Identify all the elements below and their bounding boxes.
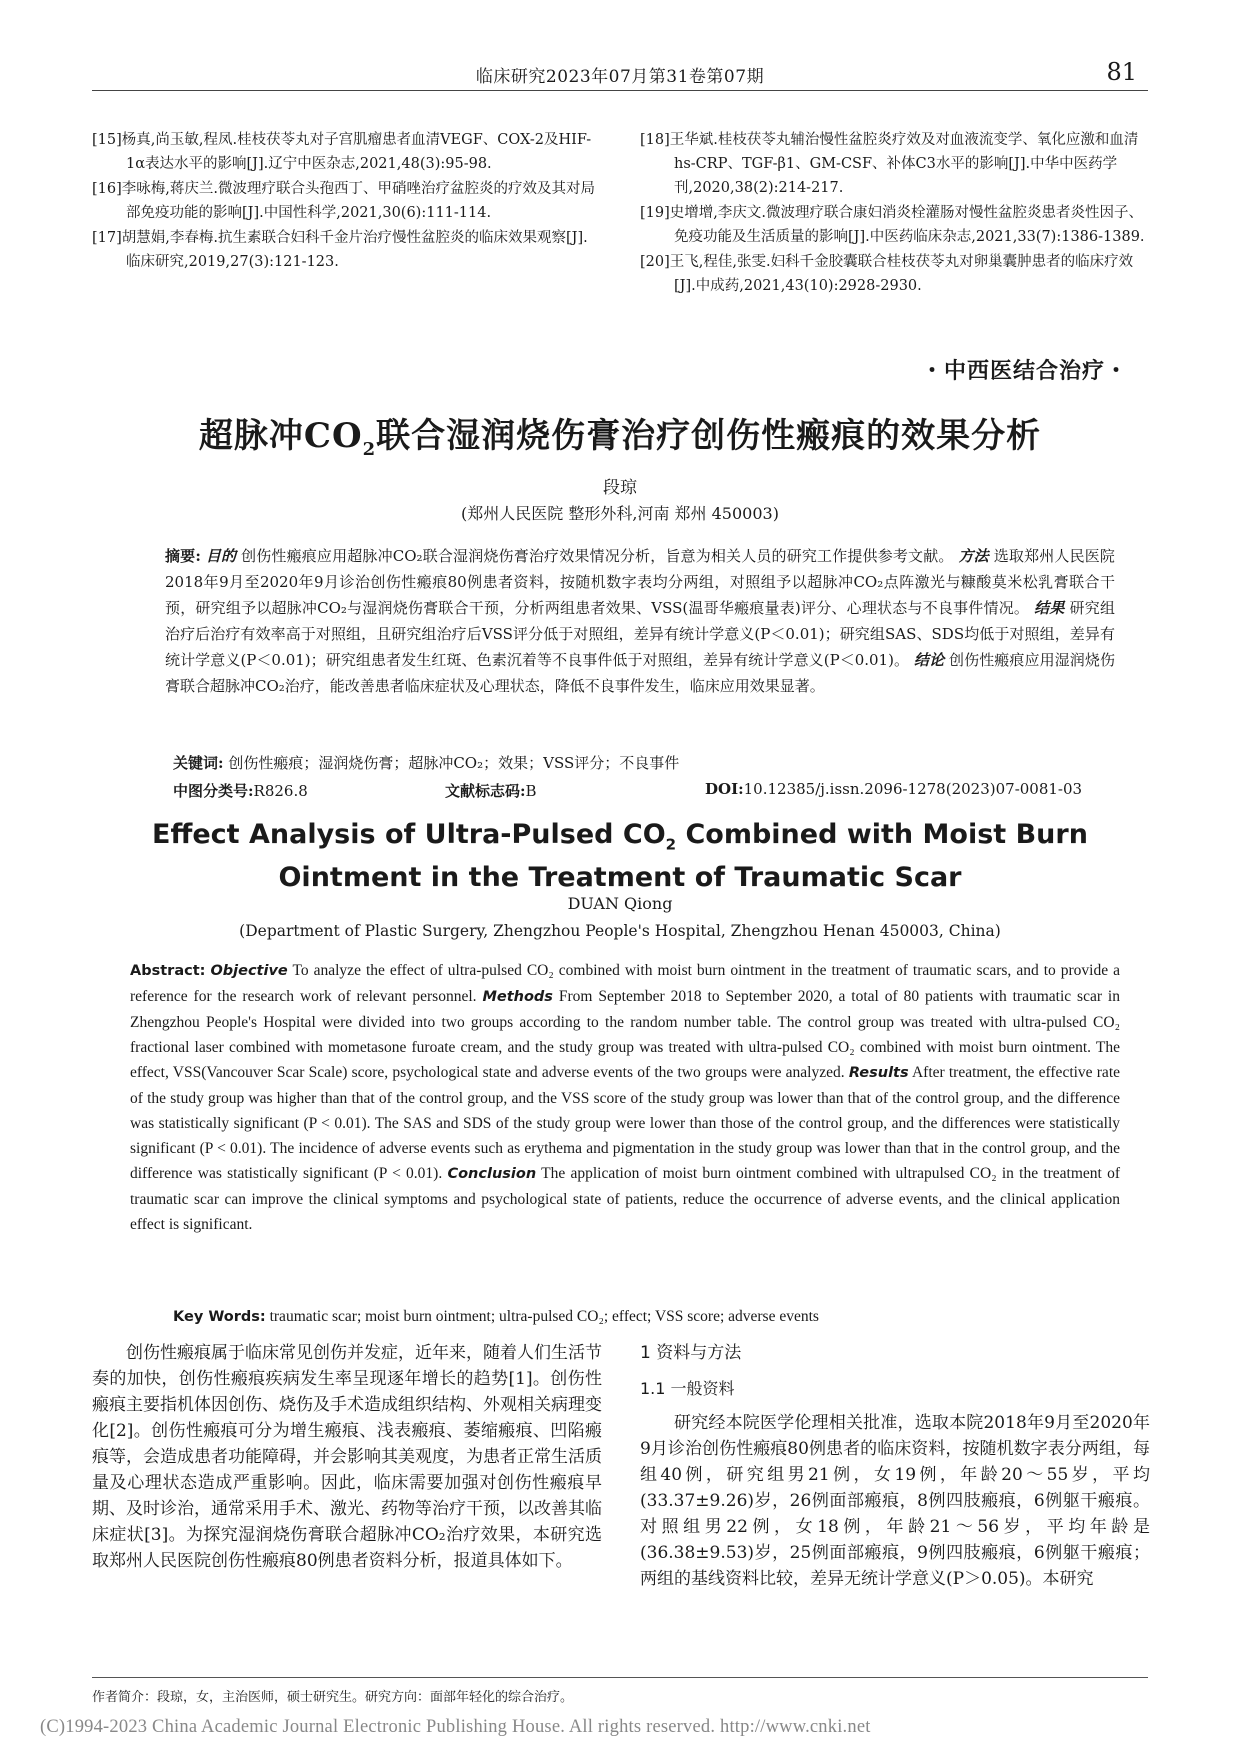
author-footnote: 作者简介：段琼，女，主治医师，硕士研究生。研究方向：面部年轻化的综合治疗。 [92, 1690, 574, 1705]
doi [705, 780, 1082, 798]
english-title-part: Ointment in the Treatment of Traumatic Scar [278, 862, 962, 894]
objective-text: 创伤性瘢痕应用超脉冲CO₂联合湿润烧伤膏治疗效果情况分析，旨意为相关人员的研究工作提供参考文献。 [241, 547, 954, 565]
abstract-label: Abstract: [130, 963, 206, 979]
results-text: 研究组治疗后治疗有效率高于对照组，且研究组治疗后VSS评分低于对照组，差异有统计学意义(P＜0.01)；研究组SAS、SDS均低于对照组，差异有统计学意义(P＜0.01)；研究组患者发生红斑、色素沉着等不良事件低于对照组，差异有统计学意义(P＜0.01)。 [165, 599, 1115, 669]
chinese-keywords [173, 752, 679, 773]
chinese-affiliation: (郑州人民医院 整形外科,河南 郑州 450003) [461, 504, 779, 523]
conclusion-text: 创伤性瘢痕应用湿润烧伤膏联合超脉冲CO₂治疗，能改善患者临床症状及心理状态，降低不良事件发生，临床应用效果显著。 [165, 651, 1115, 695]
objective-label: 目的 [205, 547, 237, 565]
chinese-title-part: 联合湿润烧伤膏治疗创伤性瘢痕的效果分析 [376, 416, 1042, 456]
intro-paragraph: 创伤性瘢痕属于临床常见创伤并发症，近年来，随着人们生活节奏的加快，创伤性瘢痕疾病发生率呈现逐年增长的趋势[1]。创伤性瘢痕主要指机体因创伤、烧伤及手术造成组织结构、外观相关病理变化[2]。创伤性瘢痕可分为增生瘢痕、浅表瘢痕、萎缩瘢痕、凹陷瘢痕等，会造成患者功能障碍，并会影响其美观度，为患者正常生活质量及心理状态造成严重影响。因此，临床需要加强对创伤性瘢痕早期、及时诊治，通常采用手术、激光、药物等治疗干预，以改善其临床症状[3]。为探究湿润烧伤膏联合超脉冲CO₂治疗效果，本研究选取郑州人民医院创伤性瘢痕80例患者资料分析，报道具体如下。 [92, 1343, 602, 1571]
chinese-abstract [165, 543, 1115, 699]
doi-label: DOI: [705, 780, 744, 798]
english-title [0, 818, 1240, 894]
results-label: 结果 [1034, 599, 1065, 617]
doccode-value: B [525, 782, 537, 800]
english-title-part: Effect Analysis of Ultra-Pulsed CO [152, 819, 666, 850]
header-rule [92, 90, 1148, 91]
conclusion-label: Conclusion [447, 1166, 537, 1182]
methods-label: 方法 [958, 547, 989, 565]
footnote-rule [92, 1677, 1148, 1678]
page-number: 81 [1106, 58, 1137, 86]
document-code [445, 780, 537, 801]
keywords-label: 关键词: [173, 754, 224, 772]
chinese-author: 段琼 [603, 478, 637, 498]
reference-item: [15]杨真,尚玉敏,程凤.桂枝茯苓丸对子宫肌瘤患者血清VEGF、COX-2及HIF-1α表达水平的影响[J].辽宁中医杂志,2021,48(3):95-98. [92, 132, 592, 172]
english-keywords [173, 1308, 819, 1326]
column-tag: ・中西医结合治疗・ [920, 358, 1128, 384]
english-title-part: Combined with Moist Burn [676, 819, 1088, 850]
subsection-heading: 1.1 一般资料 [640, 1379, 735, 1398]
body-right-column [640, 1340, 1150, 1592]
copyright-watermark: (C)1994-2023 China Academic Journal Electronic Publishing House. All rights reserved. http://www.cnki.net [40, 1717, 871, 1737]
reference-item: [20]王飞,程佳,张雯.妇科千金胶囊联合桂枝茯苓丸对卵巢囊肿患者的临床疗效[J].中成药,2021,43(10):2928-2930. [640, 254, 1134, 294]
keywords-text: traumatic scar; moist burn ointment; ultra-pulsed CO₂; effect; VSS score; adverse events [265, 1308, 819, 1325]
running-title: 临床研究2023年07月第31卷第07期 [475, 67, 765, 87]
reference-item: [17]胡慧娟,李春梅.抗生素联合妇科千金片治疗慢性盆腔炎的临床效果观察[J].临床研究,2019,27(3):121-123. [92, 230, 588, 270]
chinese-title-part: 超脉冲CO [198, 416, 363, 456]
materials-paragraph: 研究经本院医学伦理相关批准，选取本院2018年9月至2020年9月诊治创伤性瘢痕80例患者的临床资料，按随机数字表分两组，每组40例，研究组男21例，女19例，年龄20～55岁，平均(33.37±9.26)岁，26例面部瘢痕，8例四肢瘢痕，6例躯干瘢痕。对照组男22例，女18例，年龄21～56岁，平均年龄是(36.38±9.53)岁，25例面部瘢痕，9例四肢瘢痕，6例躯干瘢痕；两组的基线资料比较，差异无统计学意义(P＞0.05)。本研究 [640, 1413, 1150, 1589]
results-label: Results [848, 1065, 909, 1081]
results-text: After treatment, the effective rate of the study group was higher than that of the control group, and the VSS score of the study group was lower than that of the control group, and the difference was statistically significant (P < 0.01). The SAS and SDS of the study group were lower than those of the control group, and the differences were statistically significant (P < 0.01). The incidence of adverse events such as erythema and pigmentation in the study group was lower than that in the control group, and the difference was statistically significant (P < 0.01). [130, 1064, 1120, 1182]
english-author: DUAN Qiong [567, 894, 673, 913]
reference-item: [19]史增增,李庆文.微波理疗联合康妇消炎栓灌肠对慢性盆腔炎患者炎性因子、免疫功能及生活质量的影响[J].中医药临床杂志,2021,33(7):1386-1389. [640, 205, 1145, 245]
english-affiliation: (Department of Plastic Surgery, Zhengzhou People's Hospital, Zhengzhou Henan 450003, China) [239, 922, 1001, 940]
reference-item: [18]王华斌.桂枝茯苓丸辅治慢性盆腔炎疗效及对血液流变学、氧化应激和血清hs-CRP、TGF-β1、GM-CSF、补体C3水平的影响[J].中华中医药学刊,2020,38(2):214-217. [640, 132, 1139, 196]
conclusion-label: 结论 [913, 651, 945, 669]
conclusion-text: The application of moist burn ointment combined with ultrapulsed CO₂ in the treatment of traumatic scar can improve the clinical symptoms and psychological state of patients, reduce the occurrence of adverse events, and the clinical application effect is significant. [130, 1165, 1120, 1233]
references-left-column [92, 128, 602, 275]
methods-text: From September 2018 to September 2020, a total of 80 patients with traumatic scar in Zhengzhou People's Hospital were divided into two groups according to the random number table. The control group was treated with ultra-pulsed CO₂ fractional laser combined with mometasone furoate cream, and the study group was treated with ultra-pulsed CO₂ combined with moist burn ointment. The effect, VSS(Vancouver Scar Scale) score, psychological state and adverse events of the two groups were analyzed. [130, 988, 1120, 1081]
english-title-subscript: 2 [665, 835, 677, 854]
clc-value: R826.8 [253, 782, 308, 800]
doccode-label: 文献标志码: [445, 782, 526, 800]
methods-text: 选取郑州人民医院2018年9月至2020年9月诊治创伤性瘢痕80例患者资料，按随机数字表均分两组，对照组予以超脉冲CO₂点阵激光与糠酸莫米松乳膏联合干预，研究组予以超脉冲CO₂与湿润烧伤膏联合干预，分析两组患者效果、VSS(温哥华瘢痕量表)评分、心理状态与不良事件情况。 [165, 547, 1115, 617]
doi-value: 10.12385/j.issn.2096-1278(2023)07-0081-03 [743, 780, 1083, 798]
objective-label: Objective [210, 963, 288, 979]
clc-label: 中图分类号: [173, 782, 254, 800]
references-right-column [640, 128, 1150, 299]
objective-text: To analyze the effect of ultra-pulsed CO₂ combined with moist burn ointment in the treatment of traumatic scars, and to provide a reference for the research work of relevant personnel. [130, 962, 1120, 1005]
keywords-text: 创伤性瘢痕；湿润烧伤膏；超脉冲CO₂；效果；VSS评分；不良事件 [228, 754, 680, 772]
section-heading: 1 资料与方法 [640, 1343, 742, 1363]
keywords-label: Key Words: [173, 1309, 266, 1325]
reference-item: [16]李咏梅,蒋庆兰.微波理疗联合头孢西丁、甲硝唑治疗盆腔炎的疗效及其对局部免疫功能的影响[J].中国性科学,2021,30(6):111-114. [92, 181, 595, 221]
english-abstract [130, 958, 1120, 1237]
methods-label: Methods [482, 989, 553, 1005]
clc-number [173, 780, 308, 801]
chinese-title-subscript: 2 [362, 438, 377, 460]
abstract-label: 摘要: [165, 547, 201, 565]
body-left-column [92, 1340, 602, 1574]
chinese-title [0, 408, 1240, 460]
